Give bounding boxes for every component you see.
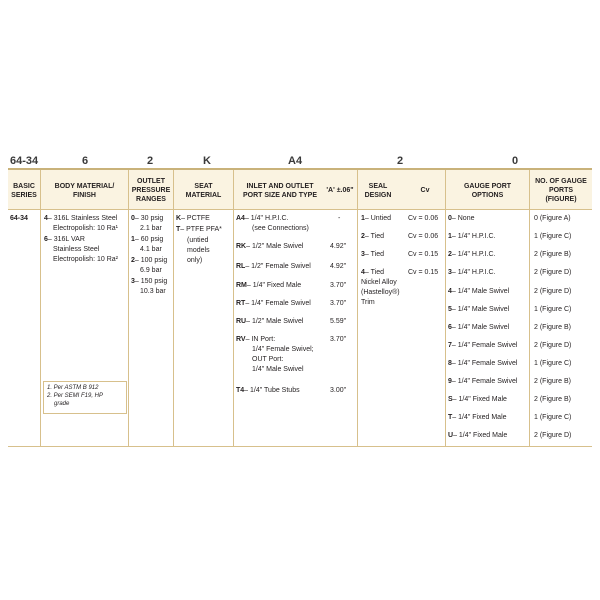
gauge-text: – 1/4" Male Swivel <box>451 288 510 295</box>
gauge-code: 5 <box>448 306 452 313</box>
header-seal-design: SEAL DESIGN <box>364 183 392 199</box>
gauge-count: 0 (Figure A) <box>534 215 571 222</box>
port-a-dim: 3.70" <box>330 336 347 343</box>
port-row: RV– IN Port: <box>236 336 276 343</box>
column-divider <box>40 170 41 446</box>
gauge-count: 1 (Figure C) <box>534 233 572 240</box>
header-rule <box>8 209 592 210</box>
port-row: RM– 1/4" Fixed Male <box>236 282 302 289</box>
gauge-option-row <box>448 413 507 423</box>
gauge-option-row <box>448 395 507 405</box>
seat-row: T– PTFE PFA* <box>176 226 222 233</box>
code-gauge: 0 <box>512 155 519 167</box>
gauge-option-row <box>448 323 509 333</box>
gauge-code: U <box>448 432 454 439</box>
footnote-1: 1. Per ASTM B 912 <box>47 385 99 391</box>
column-divider <box>529 170 530 446</box>
port-row: RK– 1/2" Male Swivel <box>236 243 304 250</box>
footnote-2: 2. Per SEMI F19, HP <box>47 393 104 399</box>
pressure-row: 0– 30 psig <box>131 215 164 222</box>
gauge-option-row <box>448 377 517 387</box>
gauge-code: 1 <box>448 233 452 240</box>
gauge-count: 1 (Figure C) <box>534 306 572 313</box>
port-sub: (see Connections) <box>252 225 309 232</box>
pressure-bar: 2.1 bar <box>140 225 162 232</box>
port-a-dim: 3.00" <box>330 387 347 394</box>
gauge-text: – 1/4" H.P.I.C. <box>451 269 496 276</box>
gauge-code: 7 <box>448 342 452 349</box>
gauge-count: 2 (Figure B) <box>534 396 571 403</box>
pressure-row: 1– 60 psig <box>131 236 164 243</box>
gauge-option-row <box>448 287 509 297</box>
seat-note: only) <box>187 257 203 264</box>
header-num-gauge: NO. OF GAUGE PORTS (FIGURE) <box>535 178 587 203</box>
gauge-code: 0 <box>448 215 452 222</box>
header-a-dimension: 'A' ±.06" <box>326 187 354 194</box>
header-body-material: BODY MATERIAL/ FINISH <box>54 183 115 199</box>
seal-row: 2– Tied <box>361 233 384 240</box>
port-a-dim: 3.70" <box>330 282 347 289</box>
code-body: 6 <box>82 155 89 167</box>
gauge-count: 2 (Figure D) <box>534 288 572 295</box>
pressure-row: 3– 150 psig <box>131 278 168 285</box>
gauge-text: – 1/4" Fixed Male <box>452 414 507 421</box>
gauge-code: 8 <box>448 360 452 367</box>
gauge-option-row <box>448 305 509 315</box>
port-sub: 1/4" Male Swivel <box>252 366 304 373</box>
header-seat-material: SEAT MATERIAL <box>185 183 222 199</box>
gauge-text: – 1/4" Female Swivel <box>451 342 518 349</box>
seal-note: (Hastelloy®) <box>361 289 400 296</box>
pressure-row: 2– 100 psig <box>131 257 168 264</box>
seal-cv: Cv = 0.06 <box>408 215 439 222</box>
seal-note: Nickel Alloy <box>361 279 397 286</box>
port-row: T4– 1/4" Tube Stubs <box>236 387 300 394</box>
footnote-2-cont: grade <box>54 401 70 407</box>
seal-row: 4– Tied <box>361 269 384 276</box>
gauge-count: 2 (Figure D) <box>534 342 572 349</box>
gauge-code: S <box>448 396 453 403</box>
gauge-text: – None <box>451 215 475 222</box>
port-row: RT– 1/4" Female Swivel <box>236 300 311 307</box>
port-a-dim: 4.92" <box>330 263 347 270</box>
gauge-option-row <box>448 214 474 224</box>
column-divider <box>128 170 129 446</box>
seat-note: models <box>187 247 210 254</box>
gauge-text: – 1/4" H.P.I.C. <box>451 233 496 240</box>
port-row: RU– 1/2" Male Swivel <box>236 318 304 325</box>
body-sub: Electropolish: 10 Ra² <box>53 256 118 263</box>
gauge-option-row <box>448 359 517 369</box>
port-a-dim: 5.59" <box>330 318 347 325</box>
gauge-text: – 1/4" Male Swivel <box>451 324 510 331</box>
gauge-code: 3 <box>448 269 452 276</box>
series-value: 64-34 <box>10 215 28 222</box>
gauge-count: 2 (Figure D) <box>534 432 572 439</box>
port-a-dim: - <box>338 215 341 222</box>
body-sub: Electropolish: 10 Ra¹ <box>53 225 118 232</box>
gauge-code: 6 <box>448 324 452 331</box>
gauge-option-row <box>448 431 507 441</box>
header-outlet-pressure: OUTLET PRESSURE RANGES <box>131 178 171 203</box>
seal-row: 1– Untied <box>361 215 391 222</box>
gauge-option-row <box>448 268 496 278</box>
gauge-option-row <box>448 250 496 260</box>
column-divider <box>233 170 234 446</box>
port-sub: OUT Port: <box>252 356 284 363</box>
header-inlet-outlet: INLET AND OUTLET PORT SIZE AND TYPE <box>242 183 318 199</box>
seat-note: (untied <box>187 237 209 244</box>
port-sub: 1/4" Female Swivel; <box>252 346 314 353</box>
code-seal: 2 <box>397 155 404 167</box>
pressure-bar: 4.1 bar <box>140 246 162 253</box>
gauge-text: – 1/4" H.P.I.C. <box>451 251 496 258</box>
gauge-code: 2 <box>448 251 452 258</box>
code-seat: K <box>203 155 211 167</box>
column-divider <box>357 170 358 446</box>
header-cv: Cv <box>420 187 430 194</box>
header-basic-series: BASIC SERIES <box>11 183 37 199</box>
pressure-bar: 6.9 bar <box>140 267 162 274</box>
seat-row: K– PCTFE <box>176 215 210 222</box>
port-a-dim: 3.70" <box>330 300 347 307</box>
gauge-count: 1 (Figure C) <box>534 360 572 367</box>
code-pressure: 2 <box>147 155 154 167</box>
body-sub: Stainless Steel <box>53 246 100 253</box>
gauge-option-row <box>448 232 496 242</box>
column-divider <box>173 170 174 446</box>
seal-row: 3– Tied <box>361 251 384 258</box>
seal-cv: Cv = 0.15 <box>408 251 439 258</box>
body-row: 4– 316L Stainless Steel <box>44 215 118 222</box>
gauge-count: 2 (Figure B) <box>534 324 571 331</box>
gauge-text: – 1/4" Male Swivel <box>451 306 510 313</box>
gauge-code: T <box>448 414 453 421</box>
footnote-box <box>43 381 127 414</box>
gauge-code: 9 <box>448 378 452 385</box>
pressure-bar: 10.3 bar <box>140 288 166 295</box>
column-divider <box>445 170 446 446</box>
port-a-dim: 4.92" <box>330 243 347 250</box>
code-series: 64-34 <box>10 155 39 167</box>
gauge-count: 2 (Figure D) <box>534 269 572 276</box>
port-row: RL– 1/2" Female Swivel <box>236 263 311 270</box>
gauge-text: – 1/4" Female Swivel <box>451 360 518 367</box>
header-gauge-port: GAUGE PORT OPTIONS <box>463 183 512 199</box>
seal-cv: Cv = 0.06 <box>408 233 439 240</box>
gauge-text: – 1/4" Fixed Male <box>452 396 507 403</box>
port-row: A4– 1/4" H.P.I.C. <box>236 215 289 222</box>
body-row: 6– 316L VAR <box>44 236 85 243</box>
bottom-rule <box>8 446 592 447</box>
code-port: A4 <box>288 155 303 167</box>
gauge-code: 4 <box>448 288 452 295</box>
seal-note: Trim <box>361 299 375 306</box>
gauge-count: 2 (Figure B) <box>534 251 571 258</box>
gauge-option-row <box>448 341 517 351</box>
gauge-count: 2 (Figure B) <box>534 378 571 385</box>
gauge-count: 1 (Figure C) <box>534 414 572 421</box>
gauge-text: – 1/4" Female Swivel <box>451 378 518 385</box>
seal-cv: Cv = 0.15 <box>408 269 439 276</box>
gauge-text: – 1/4" Fixed Male <box>453 432 508 439</box>
